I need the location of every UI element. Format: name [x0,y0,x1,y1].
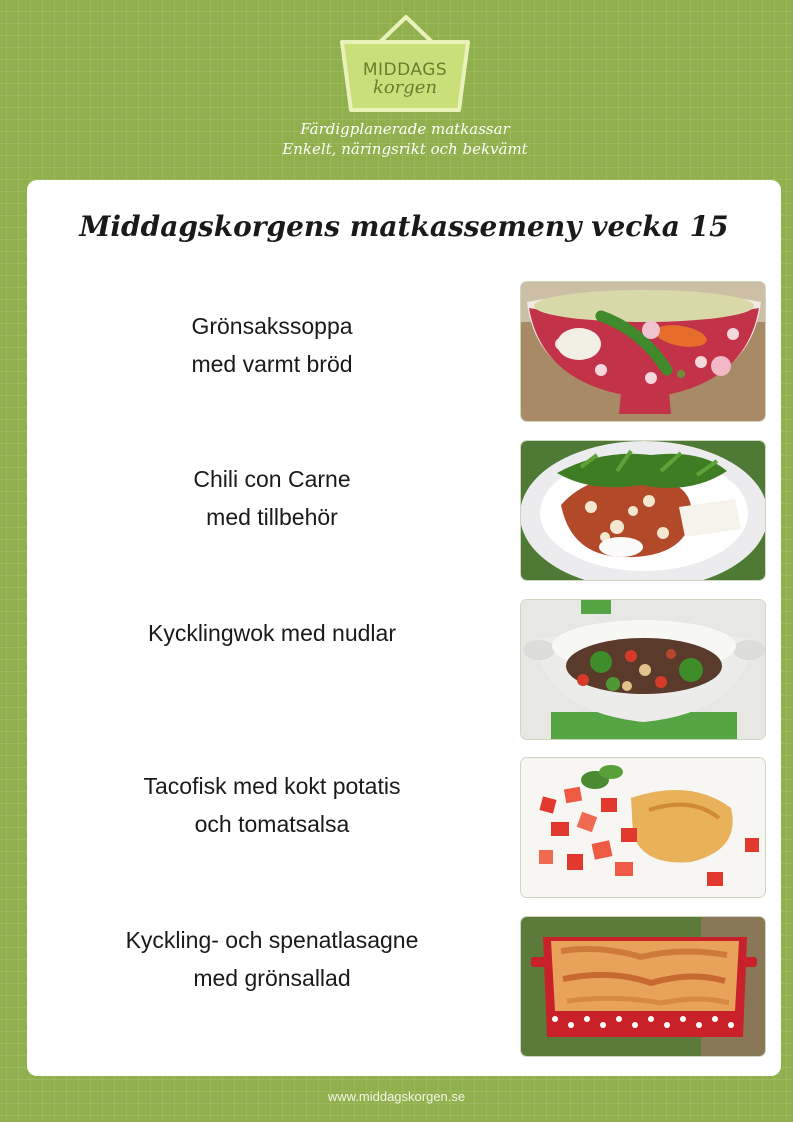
menu-item-2-line1: Chili con Carne [193,466,351,492]
menu-item-5-line1: Kyckling- och spenatlasagne [125,927,419,953]
menu-card [27,180,781,1076]
menu-item-4-line1: Tacofisk med kokt potatis [143,773,401,799]
menu-item-4 [72,767,472,843]
logo-text-middags: MIDDAGS [362,60,448,80]
middagskorgen-logo[interactable] [338,14,472,114]
menu-title: Middagskorgens matkassemeny vecka 15 [79,210,729,243]
vegetable-soup-photo [520,281,766,422]
menu-item-1-line1: Grönsakssoppa [191,313,353,339]
menu-item-3 [72,614,472,652]
logo-text-korgen: korgen [372,77,438,98]
menu-item-4-line2: och tomatsalsa [194,811,350,837]
menu-item-1 [72,307,472,383]
chicken-spinach-lasagne-photo [520,916,766,1057]
tagline-line-2: Enkelt, näringsrikt och bekvämt [282,140,528,158]
taco-fish-photo [520,757,766,898]
menu-item-3-line1: Kycklingwok med nudlar [147,620,396,646]
chili-con-carne-photo [520,440,766,581]
chicken-wok-photo [520,599,766,740]
menu-item-5-line2: med grönsallad [193,965,351,991]
website-link[interactable]: www.middagskorgen.se [327,1089,466,1104]
menu-item-5 [72,921,472,997]
menu-item-1-line2: med varmt bröd [191,351,353,377]
tagline-line-1: Färdigplanerade matkassar [300,120,510,138]
menu-item-2-line2: med tillbehör [206,504,338,530]
menu-item-2 [72,460,472,536]
